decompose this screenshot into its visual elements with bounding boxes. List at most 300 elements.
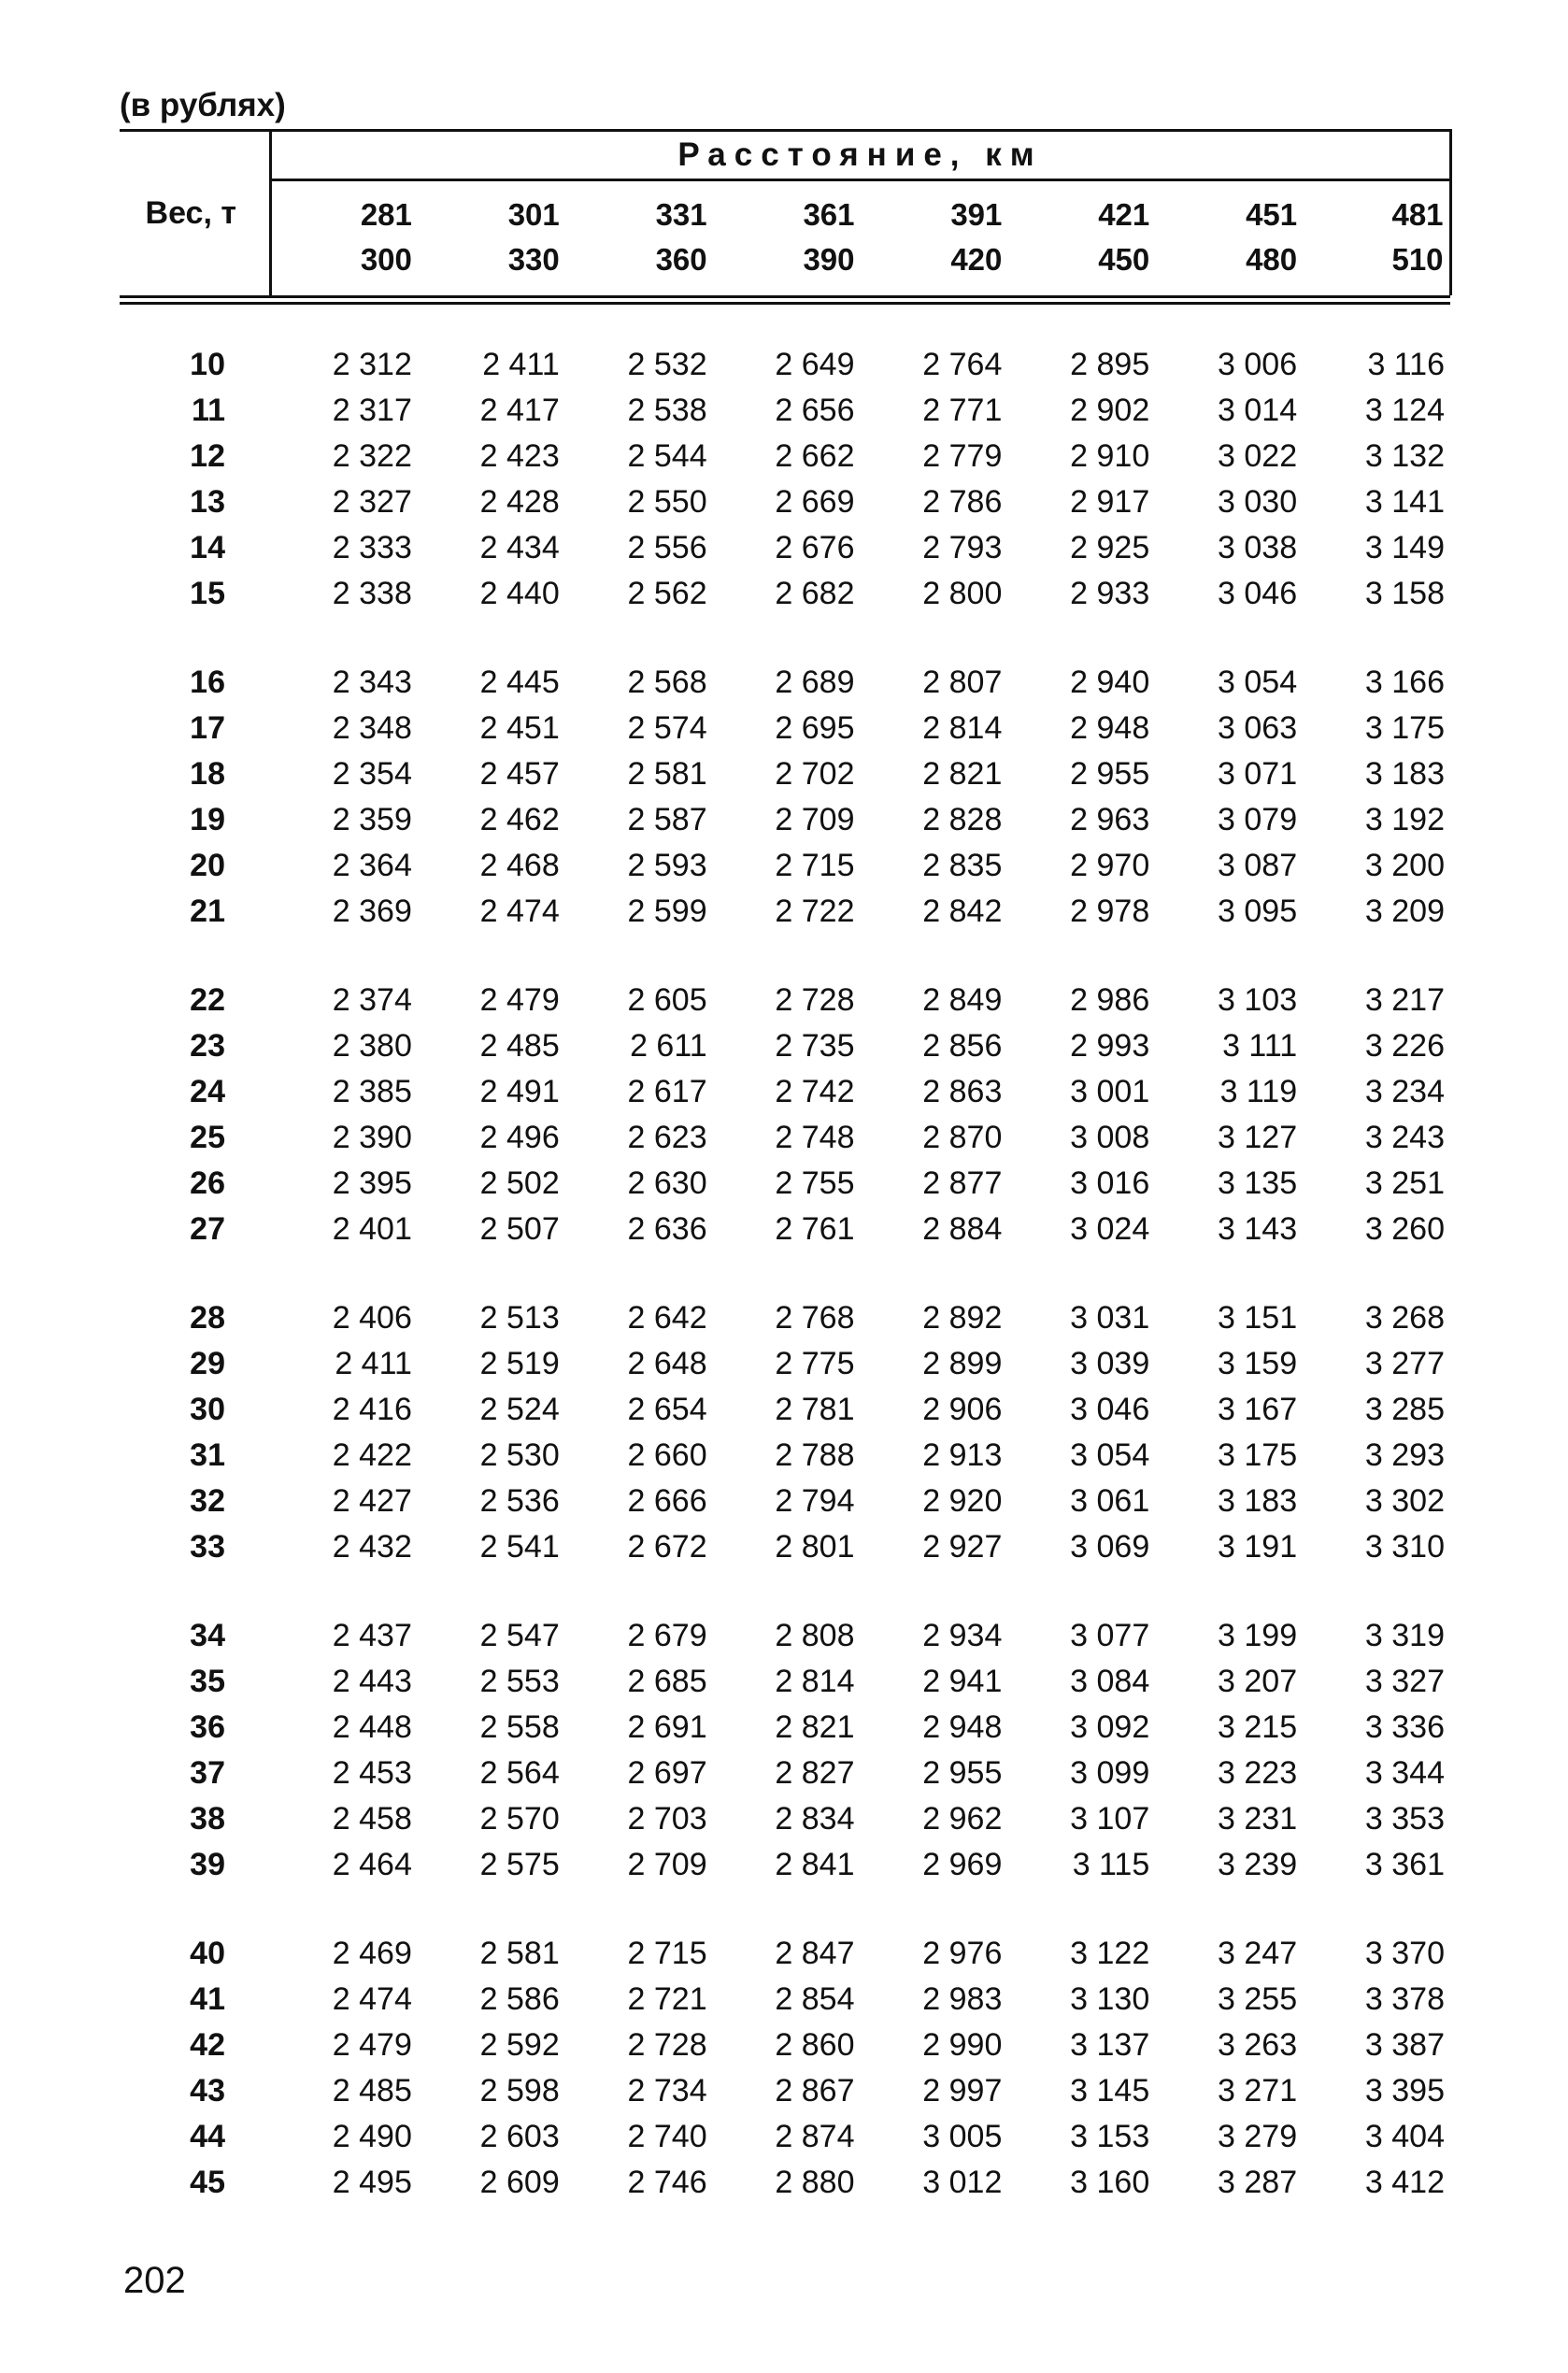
- price-cell: 3 063: [1218, 710, 1298, 746]
- table-row: [120, 1751, 1450, 1796]
- price-cell: 3 319: [1364, 1618, 1445, 1653]
- price-cell: 3 344: [1364, 1755, 1445, 1791]
- row-group: [120, 1931, 1450, 2206]
- row-group: [120, 342, 1450, 617]
- price-cell: 2 411: [482, 347, 560, 382]
- weight-cell: 36: [190, 1709, 225, 1745]
- price-cell: 2 437: [332, 1618, 412, 1653]
- price-cell: 2 892: [922, 1300, 1003, 1336]
- table-row: [120, 1977, 1450, 2023]
- price-cell: 2 874: [775, 2119, 855, 2154]
- table-row: [120, 843, 1450, 889]
- price-cell: 2 709: [627, 1847, 707, 1882]
- weight-cell: 34: [190, 1618, 225, 1653]
- price-cell: 3 054: [1070, 1437, 1150, 1473]
- table-row: [120, 706, 1450, 751]
- weight-cell: 14: [190, 530, 225, 565]
- price-cell: 3 207: [1218, 1664, 1298, 1699]
- weight-cell: 44: [190, 2119, 225, 2154]
- price-cell: 2 544: [627, 438, 707, 474]
- price-cell: 2 599: [627, 893, 707, 929]
- price-cell: 2 841: [775, 1847, 855, 1882]
- table-header: [120, 129, 1452, 295]
- price-cell: 3 159: [1218, 1346, 1298, 1381]
- price-cell: 3 183: [1218, 1483, 1298, 1519]
- price-cell: 3 370: [1364, 1936, 1445, 1971]
- price-cell: 2 808: [775, 1618, 855, 1653]
- weight-cell: 41: [190, 1981, 225, 2017]
- price-cell: 2 863: [922, 1074, 1003, 1109]
- price-cell: 2 474: [332, 1981, 412, 2017]
- price-cell: 3 353: [1364, 1801, 1445, 1837]
- price-cell: 2 948: [922, 1709, 1003, 1745]
- price-cell: 2 317: [332, 393, 412, 428]
- table-row: [120, 660, 1450, 706]
- table-row: [120, 342, 1450, 388]
- price-cell: 2 423: [479, 438, 560, 474]
- distance-range-header: [861, 180, 1008, 296]
- range-to: 390: [803, 242, 855, 277]
- price-cell: 2 660: [627, 1437, 707, 1473]
- price-cell: 3 175: [1218, 1437, 1298, 1473]
- price-cell: 2 524: [479, 1392, 560, 1427]
- price-cell: 3 247: [1218, 1936, 1298, 1971]
- table-row: [120, 479, 1450, 525]
- distance-range-header: [418, 180, 565, 296]
- distance-range-header: [1155, 180, 1303, 296]
- price-cell: 3 279: [1218, 2119, 1298, 2154]
- price-cell: 3 141: [1364, 484, 1445, 520]
- price-cell: 3 387: [1364, 2027, 1445, 2063]
- weight-cell: 18: [190, 756, 225, 792]
- price-cell: 2 685: [627, 1664, 707, 1699]
- table-row: [120, 889, 1450, 935]
- price-cell: 2 827: [775, 1755, 855, 1791]
- price-cell: 2 611: [630, 1028, 707, 1064]
- price-cell: 3 130: [1070, 1981, 1150, 2017]
- price-cell: 2 390: [332, 1120, 412, 1155]
- price-cell: 2 502: [479, 1165, 560, 1201]
- price-cell: 2 793: [922, 530, 1003, 565]
- price-cell: 2 485: [332, 2073, 412, 2109]
- price-cell: 2 434: [479, 530, 560, 565]
- price-cell: 2 581: [627, 756, 707, 792]
- price-cell: 3 095: [1218, 893, 1298, 929]
- price-cell: 2 721: [627, 1981, 707, 2017]
- price-cell: 2 513: [479, 1300, 560, 1336]
- price-cell: 2 761: [775, 1211, 855, 1247]
- price-cell: 2 899: [922, 1346, 1003, 1381]
- price-cell: 2 800: [922, 576, 1003, 611]
- price-cell: 2 587: [627, 802, 707, 837]
- weight-cell: 25: [190, 1120, 225, 1155]
- price-cell: 2 491: [479, 1074, 560, 1109]
- range-to: 450: [1098, 242, 1150, 277]
- price-cell: 2 990: [922, 2027, 1003, 2063]
- weight-cell: 19: [190, 802, 225, 837]
- price-cell: 3 092: [1070, 1709, 1150, 1745]
- price-cell: 2 593: [627, 848, 707, 883]
- price-cell: 3 302: [1364, 1483, 1445, 1519]
- price-cell: 2 519: [479, 1346, 560, 1381]
- price-cell: 3 209: [1364, 893, 1445, 929]
- table-row: [120, 1613, 1450, 1659]
- price-cell: 3 310: [1364, 1529, 1445, 1565]
- table-row: [120, 1387, 1450, 1433]
- weight-cell: 26: [190, 1165, 225, 1201]
- weight-cell: 17: [190, 710, 225, 746]
- price-cell: 3 151: [1218, 1300, 1298, 1336]
- price-cell: 3 143: [1218, 1211, 1298, 1247]
- price-cell: 2 970: [1070, 848, 1150, 883]
- table-body: [120, 342, 1450, 2206]
- price-cell: 2 925: [1070, 530, 1150, 565]
- price-cell: 2 856: [922, 1028, 1003, 1064]
- range-from: 391: [950, 197, 1003, 232]
- weight-cell: 15: [190, 576, 225, 611]
- row-group: [120, 978, 1450, 1252]
- price-cell: 2 443: [332, 1664, 412, 1699]
- price-cell: 2 359: [332, 802, 412, 837]
- price-cell: 2 703: [627, 1801, 707, 1837]
- price-cell: 3 192: [1364, 802, 1445, 837]
- range-to: 480: [1246, 242, 1298, 277]
- price-cell: 2 917: [1070, 484, 1150, 520]
- price-cell: 2 788: [775, 1437, 855, 1473]
- price-cell: 2 978: [1070, 893, 1150, 929]
- price-cell: 3 001: [1070, 1074, 1150, 1109]
- price-cell: 2 689: [775, 665, 855, 700]
- price-cell: 3 153: [1070, 2119, 1150, 2154]
- price-cell: 3 404: [1364, 2119, 1445, 2154]
- price-cell: 2 541: [479, 1529, 560, 1565]
- price-cell: 2 479: [332, 2027, 412, 2063]
- distance-range-header: [270, 180, 418, 296]
- price-cell: 2 955: [922, 1755, 1003, 1791]
- price-cell: 2 374: [332, 982, 412, 1018]
- table-row: [120, 1796, 1450, 1842]
- table-row: [120, 1161, 1450, 1207]
- range-from: 481: [1391, 197, 1444, 232]
- price-cell: 3 175: [1364, 710, 1445, 746]
- price-cell: 2 993: [1070, 1028, 1150, 1064]
- range-to: 330: [507, 242, 560, 277]
- table-row: [120, 2023, 1450, 2068]
- price-cell: 2 666: [627, 1483, 707, 1519]
- price-cell: 3 217: [1364, 982, 1445, 1018]
- price-cell: 2 656: [775, 393, 855, 428]
- price-cell: 2 828: [922, 802, 1003, 837]
- price-cell: 3 107: [1070, 1801, 1150, 1837]
- price-cell: 3 226: [1364, 1028, 1445, 1064]
- price-cell: 2 322: [332, 438, 412, 474]
- price-cell: 3 111: [1222, 1028, 1298, 1064]
- price-cell: 3 215: [1218, 1709, 1298, 1745]
- price-cell: 3 378: [1364, 1981, 1445, 2017]
- price-cell: 2 734: [627, 2073, 707, 2109]
- price-cell: 2 432: [332, 1529, 412, 1565]
- price-cell: 3 234: [1364, 1074, 1445, 1109]
- price-cell: 2 672: [627, 1529, 707, 1565]
- price-cell: 2 468: [479, 848, 560, 883]
- price-cell: 3 191: [1218, 1529, 1298, 1565]
- price-cell: 2 867: [775, 2073, 855, 2109]
- table-row: [120, 571, 1450, 617]
- weight-cell: 21: [190, 893, 225, 929]
- row-group: [120, 1613, 1450, 1888]
- price-cell: 2 558: [479, 1709, 560, 1745]
- price-cell: 2 532: [627, 347, 707, 382]
- price-cell: 2 735: [775, 1028, 855, 1064]
- price-cell: 3 071: [1218, 756, 1298, 792]
- price-cell: 2 440: [479, 576, 560, 611]
- price-cell: 3 260: [1364, 1211, 1445, 1247]
- price-cell: 3 231: [1218, 1801, 1298, 1837]
- price-cell: 2 927: [922, 1529, 1003, 1565]
- table-row: [120, 1479, 1450, 1524]
- weight-column-header: Вес, т: [120, 131, 270, 296]
- price-cell: 3 412: [1364, 2165, 1445, 2200]
- price-cell: 2 333: [332, 530, 412, 565]
- price-cell: 2 906: [922, 1392, 1003, 1427]
- price-cell: 2 969: [922, 1847, 1003, 1882]
- price-cell: 2 842: [922, 893, 1003, 929]
- price-cell: 2 649: [775, 347, 855, 382]
- table-row: [120, 1069, 1450, 1115]
- price-cell: 3 167: [1218, 1392, 1298, 1427]
- price-cell: 2 538: [627, 393, 707, 428]
- price-cell: 2 586: [479, 1981, 560, 2017]
- range-from: 421: [1098, 197, 1150, 232]
- price-cell: 2 986: [1070, 982, 1150, 1018]
- price-cell: 2 748: [775, 1120, 855, 1155]
- weight-cell: 38: [190, 1801, 225, 1837]
- range-to: 420: [950, 242, 1003, 277]
- price-cell: 2 746: [627, 2165, 707, 2200]
- price-cell: 2 764: [922, 347, 1003, 382]
- price-cell: 3 361: [1364, 1847, 1445, 1882]
- weight-cell: 24: [190, 1074, 225, 1109]
- price-cell: 2 983: [922, 1981, 1003, 2017]
- price-cell: 2 669: [775, 484, 855, 520]
- price-cell: 2 709: [775, 802, 855, 837]
- price-cell: 3 024: [1070, 1211, 1150, 1247]
- price-cell: 2 570: [479, 1801, 560, 1837]
- price-cell: 3 103: [1218, 982, 1298, 1018]
- price-cell: 2 697: [627, 1755, 707, 1791]
- price-cell: 2 821: [922, 756, 1003, 792]
- price-cell: 2 722: [775, 893, 855, 929]
- price-cell: 2 598: [479, 2073, 560, 2109]
- distance-range-header: [565, 180, 713, 296]
- price-cell: 2 312: [332, 347, 412, 382]
- table-row: [120, 2114, 1450, 2160]
- price-cell: 3 115: [1072, 1847, 1150, 1882]
- price-cell: 2 575: [479, 1847, 560, 1882]
- price-cell: 2 401: [332, 1211, 412, 1247]
- price-cell: 2 451: [479, 710, 560, 746]
- range-from: 301: [507, 197, 560, 232]
- price-cell: 2 715: [627, 1936, 707, 1971]
- price-cell: 2 416: [332, 1392, 412, 1427]
- price-cell: 2 695: [775, 710, 855, 746]
- price-cell: 2 702: [775, 756, 855, 792]
- range-from: 331: [655, 197, 707, 232]
- price-cell: 3 116: [1367, 347, 1445, 382]
- price-cell: 2 676: [775, 530, 855, 565]
- price-cell: 2 997: [922, 2073, 1003, 2109]
- weight-cell: 31: [190, 1437, 225, 1473]
- price-cell: 3 277: [1364, 1346, 1445, 1381]
- price-cell: 3 031: [1070, 1300, 1150, 1336]
- price-cell: 3 268: [1364, 1300, 1445, 1336]
- price-cell: 2 479: [479, 982, 560, 1018]
- weight-cell: 12: [190, 438, 225, 474]
- price-cell: 2 870: [922, 1120, 1003, 1155]
- price-cell: 2 395: [332, 1165, 412, 1201]
- price-cell: 3 079: [1218, 802, 1298, 837]
- distance-range-header: [1303, 180, 1450, 296]
- weight-cell: 30: [190, 1392, 225, 1427]
- price-cell: 2 834: [775, 1801, 855, 1837]
- price-cell: 2 648: [627, 1346, 707, 1381]
- price-cell: 2 962: [922, 1801, 1003, 1837]
- price-cell: 3 132: [1364, 438, 1445, 474]
- price-cell: 2 364: [332, 848, 412, 883]
- price-cell: 2 691: [627, 1709, 707, 1745]
- price-cell: 2 343: [332, 665, 412, 700]
- price-cell: 3 200: [1364, 848, 1445, 883]
- range-to: 510: [1391, 242, 1444, 277]
- table-row: [120, 2160, 1450, 2206]
- price-cell: 3 008: [1070, 1120, 1150, 1155]
- price-cell: 3 199: [1218, 1618, 1298, 1653]
- price-cell: 2 617: [627, 1074, 707, 1109]
- price-cell: 3 030: [1218, 484, 1298, 520]
- price-cell: 2 581: [479, 1936, 560, 1971]
- table-row: [120, 1207, 1450, 1252]
- price-cell: 2 592: [479, 2027, 560, 2063]
- weight-cell: 28: [190, 1300, 225, 1336]
- price-cell: 2 553: [479, 1664, 560, 1699]
- price-cell: 3 263: [1218, 2027, 1298, 2063]
- price-cell: 3 395: [1364, 2073, 1445, 2109]
- price-cell: 3 039: [1070, 1346, 1150, 1381]
- price-cell: 2 562: [627, 576, 707, 611]
- price-cell: 2 779: [922, 438, 1003, 474]
- price-cell: 2 821: [775, 1709, 855, 1745]
- price-cell: 2 775: [775, 1346, 855, 1381]
- distance-range-header: [1007, 180, 1155, 296]
- price-cell: 2 728: [627, 2027, 707, 2063]
- table-row: [120, 978, 1450, 1023]
- table-row: [120, 1295, 1450, 1341]
- price-cell: 2 495: [332, 2165, 412, 2200]
- weight-cell: 42: [190, 2027, 225, 2063]
- price-cell: 2 458: [332, 1801, 412, 1837]
- price-cell: 3 255: [1218, 1981, 1298, 2017]
- price-cell: 3 137: [1070, 2027, 1150, 2063]
- price-cell: 2 406: [332, 1300, 412, 1336]
- row-group: [120, 660, 1450, 935]
- price-cell: 2 354: [332, 756, 412, 792]
- price-cell: 2 550: [627, 484, 707, 520]
- price-cell: 2 411: [335, 1346, 412, 1381]
- price-cell: 2 948: [1070, 710, 1150, 746]
- price-cell: 2 771: [922, 393, 1003, 428]
- table-row: [120, 1115, 1450, 1161]
- price-cell: 2 682: [775, 576, 855, 611]
- distance-ranges-row: [120, 180, 1450, 296]
- price-cell: 2 496: [479, 1120, 560, 1155]
- price-cell: 2 860: [775, 2027, 855, 2063]
- price-cell: 2 574: [627, 710, 707, 746]
- price-cell: 2 564: [479, 1755, 560, 1791]
- price-cell: 2 636: [627, 1211, 707, 1247]
- price-cell: 2 976: [922, 1936, 1003, 1971]
- price-cell: 3 336: [1364, 1709, 1445, 1745]
- page-number: 202: [123, 2260, 186, 2301]
- row-group: [120, 1295, 1450, 1570]
- price-cell: 2 895: [1070, 347, 1150, 382]
- price-cell: 2 847: [775, 1936, 855, 1971]
- weight-cell: 35: [190, 1664, 225, 1699]
- price-cell: 3 160: [1070, 2165, 1150, 2200]
- table-row: [120, 1023, 1450, 1069]
- table-row: [120, 1341, 1450, 1387]
- price-cell: 2 963: [1070, 802, 1150, 837]
- weight-cell: 45: [190, 2165, 225, 2200]
- price-cell: 2 941: [922, 1664, 1003, 1699]
- price-cell: 3 016: [1070, 1165, 1150, 1201]
- price-cell: 3 054: [1218, 665, 1298, 700]
- price-cell: 3 271: [1218, 2073, 1298, 2109]
- weight-cell: 32: [190, 1483, 225, 1519]
- table-row: [120, 1705, 1450, 1751]
- weight-cell: 11: [192, 393, 225, 428]
- price-cell: 3 038: [1218, 530, 1298, 565]
- price-cell: 2 369: [332, 893, 412, 929]
- price-cell: 3 158: [1364, 576, 1445, 611]
- price-cell: 2 623: [627, 1120, 707, 1155]
- price-cell: 2 910: [1070, 438, 1150, 474]
- price-cell: 2 955: [1070, 756, 1150, 792]
- table-row: [120, 1433, 1450, 1479]
- price-cell: 2 801: [775, 1529, 855, 1565]
- price-cell: 2 556: [627, 530, 707, 565]
- range-from: 451: [1246, 197, 1298, 232]
- price-cell: 2 679: [627, 1618, 707, 1653]
- price-cell: 3 149: [1364, 530, 1445, 565]
- weight-cell: 16: [190, 665, 225, 700]
- price-cell: 2 427: [332, 1483, 412, 1519]
- range-from: 281: [360, 197, 412, 232]
- price-cell: 3 119: [1219, 1074, 1298, 1109]
- price-cell: 2 920: [922, 1483, 1003, 1519]
- price-cell: 3 124: [1364, 393, 1445, 428]
- weight-cell: 23: [190, 1028, 225, 1064]
- price-cell: 2 605: [627, 982, 707, 1018]
- price-cell: 3 127: [1218, 1120, 1298, 1155]
- price-cell: 2 568: [627, 665, 707, 700]
- price-cell: 3 239: [1218, 1847, 1298, 1882]
- price-cell: 2 464: [332, 1847, 412, 1882]
- price-cell: 2 662: [775, 438, 855, 474]
- header-double-rule: [120, 295, 1450, 305]
- price-cell: 2 630: [627, 1165, 707, 1201]
- price-cell: 3 046: [1070, 1392, 1150, 1427]
- weight-cell: 22: [190, 982, 225, 1018]
